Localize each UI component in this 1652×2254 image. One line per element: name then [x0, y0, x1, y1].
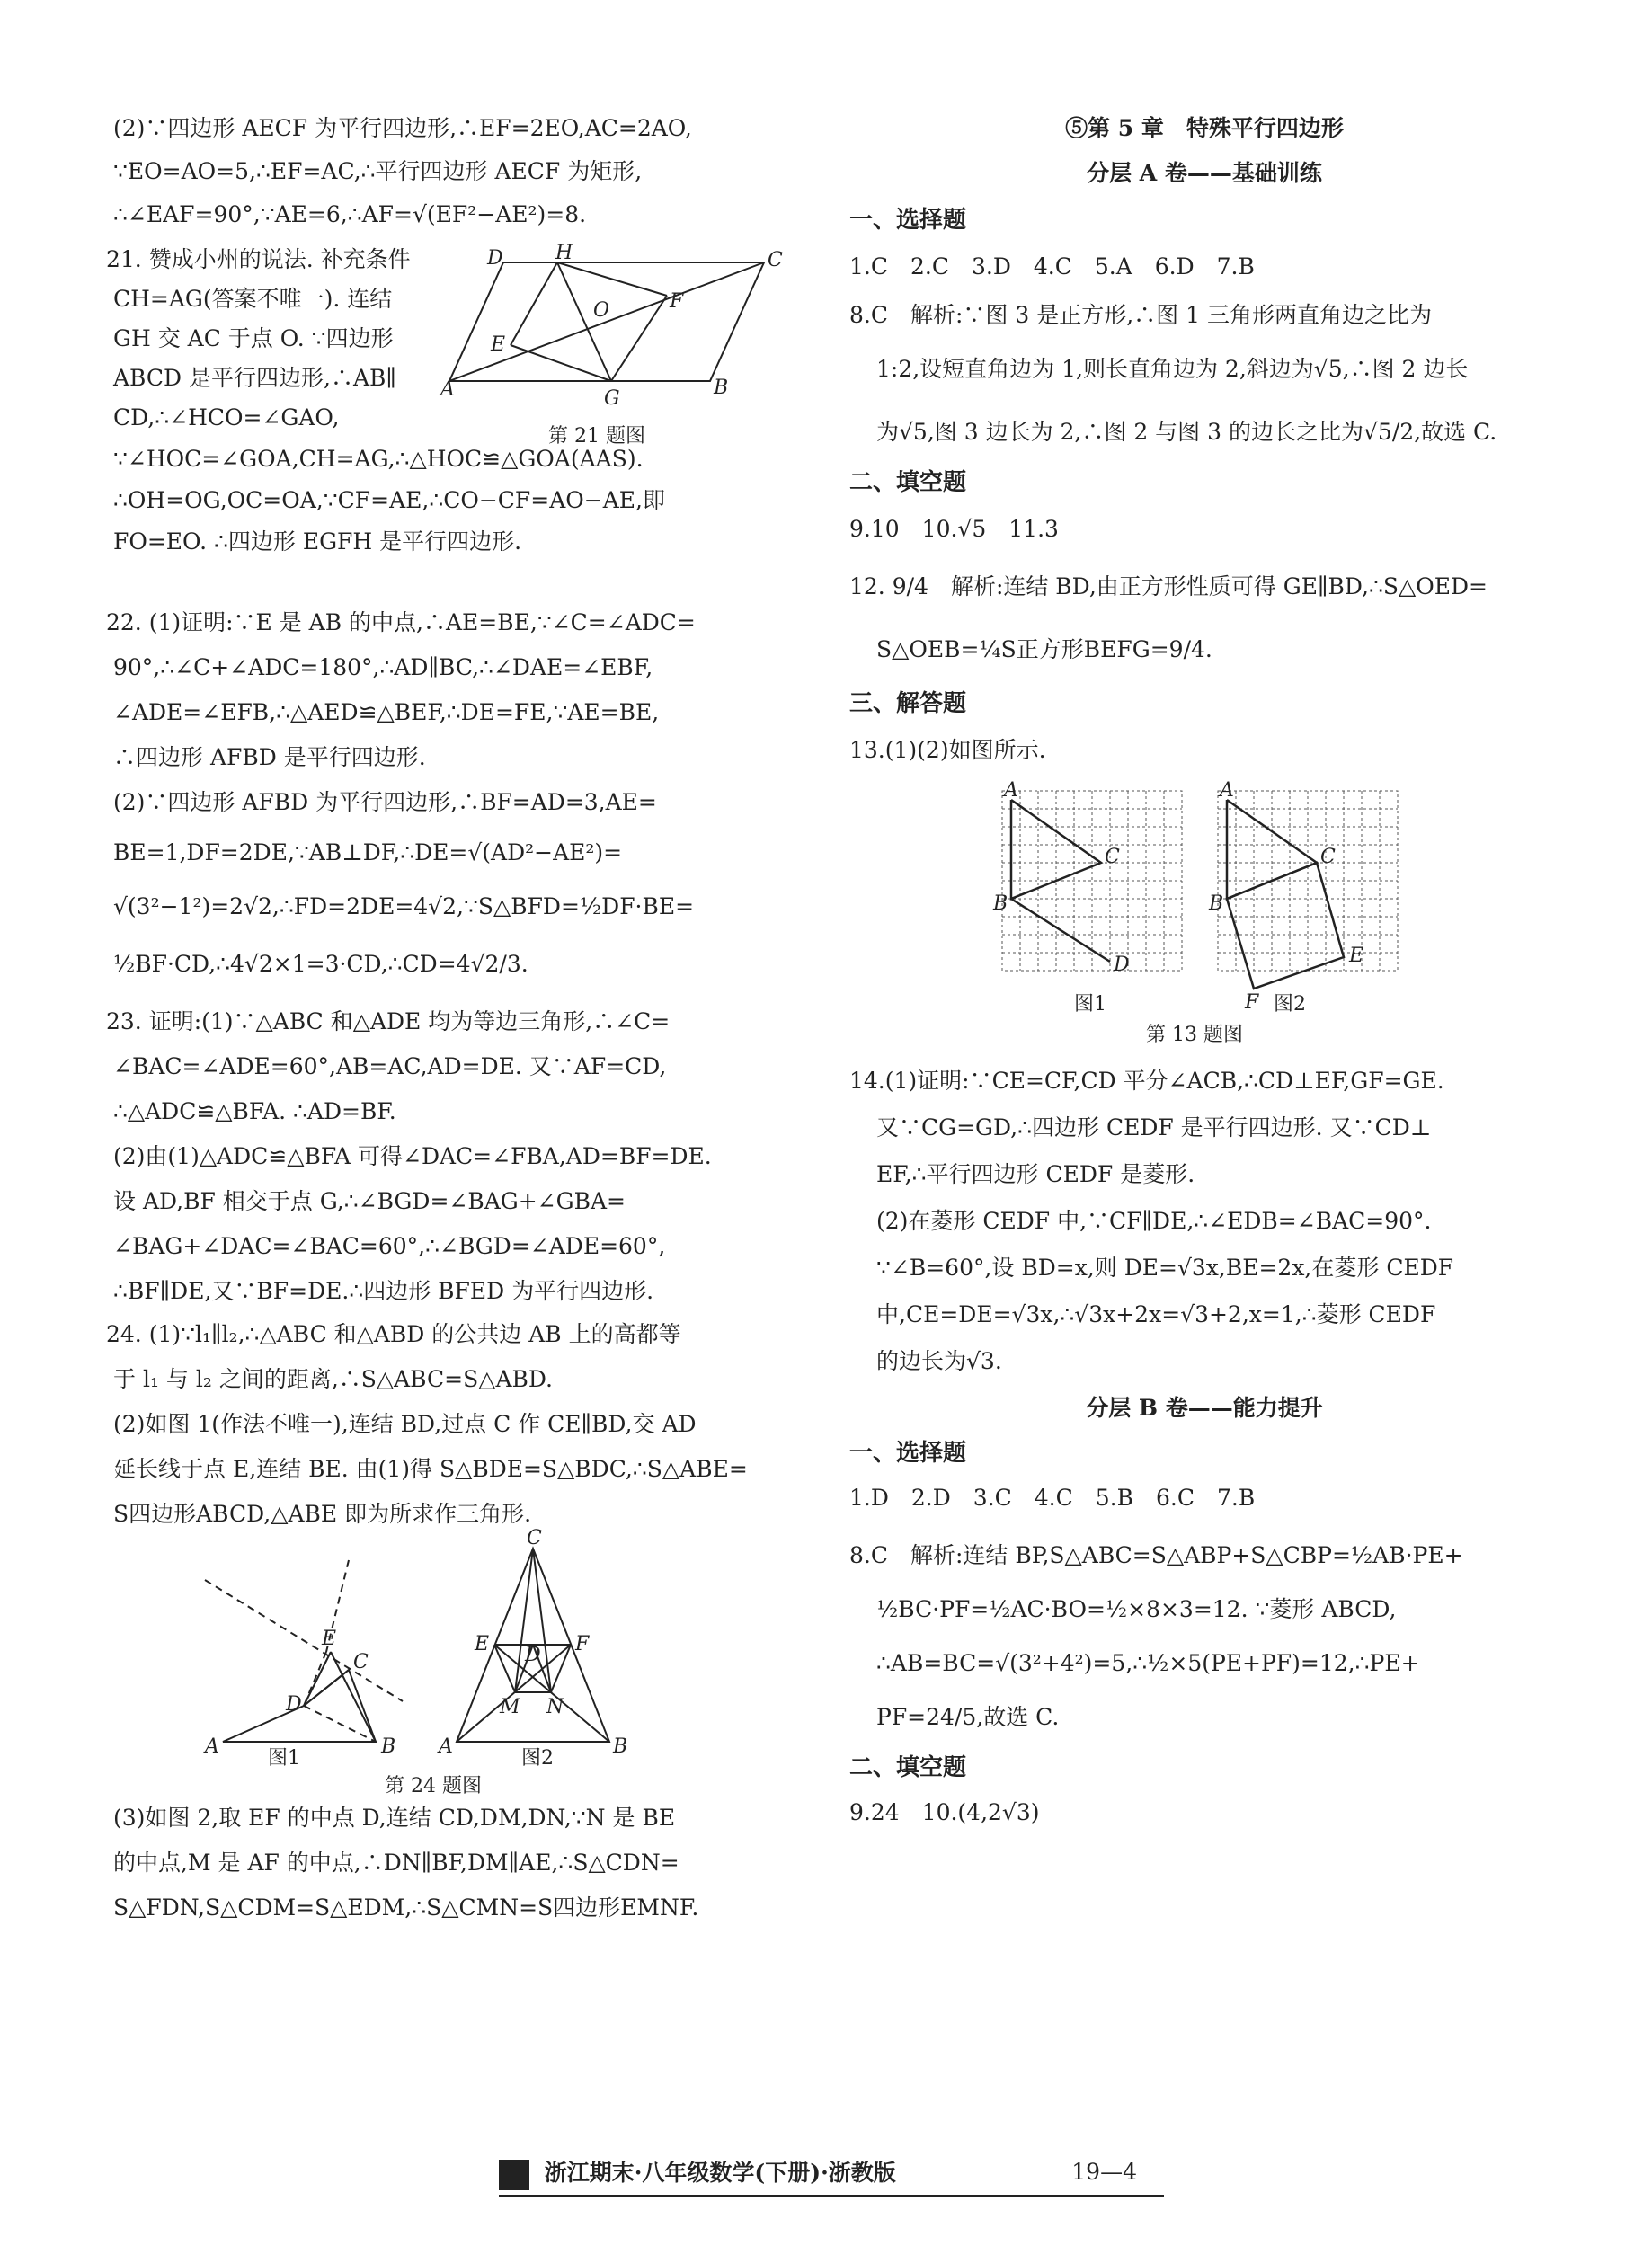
answer-line: 9.10 10.√5 11.3 [849, 516, 1059, 542]
point-label: F [670, 290, 684, 313]
point-label: D [1114, 954, 1130, 976]
point-label: D [286, 1693, 302, 1716]
text-line: FO=EO. ∴四边形 EGFH 是平行四边形. [113, 528, 522, 555]
text-line: 设 AD,BF 相交于点 G,∴∠BGD=∠BAG+∠GBA= [113, 1188, 626, 1214]
text-line: BE=1,DF=2DE,∵AB⊥DF,∴DE=√(AD²−AE²)= [113, 839, 623, 865]
text-line: 23. 证明:(1)∵△ABC 和△ADE 均为等边三角形,∴∠C= [106, 1008, 671, 1034]
text-line: (2)∵四边形 AFBD 为平行四边形,∴BF=AD=3,AE= [113, 789, 657, 815]
text-line: EF,∴平行四边形 CEDF 是菱形. [876, 1161, 1195, 1187]
text-line: (2)∵四边形 AECF 为平行四边形,∴EF=2EO,AC=2AO, [113, 115, 692, 141]
point-label: A [440, 378, 455, 401]
figure-13-grid-diagram [984, 779, 1416, 1052]
text-line: ∠BAG+∠DAC=∠BAC=60°,∴∠BGD=∠ADE=60°, [113, 1233, 666, 1259]
answer-24-part3 [106, 1805, 785, 1921]
point-label: N [546, 1696, 564, 1718]
book-title: 浙江期末·八年级数学(下册)·浙教版 [544, 2160, 896, 2186]
text-line: 中,CE=DE=√3x,∴√3x+2x=√3+2,x=1,∴菱形 CEDF [876, 1301, 1436, 1327]
point-label: H [555, 242, 573, 264]
point-label: E [491, 333, 506, 356]
figure-caption: 第 13 题图 [1146, 1024, 1243, 1046]
text-line: 8.C 解析:∵图 3 是正方形,∴图 1 三角形两直角边之比为 [849, 302, 1432, 328]
text-line: GH 交 AC 于点 O. ∵四边形 [113, 325, 394, 351]
text-line: ∵∠B=60°,设 BD=x,则 DE=√3x,BE=2x,在菱形 CEDF [876, 1255, 1454, 1281]
text-line: S△FDN,S△CDM=S△EDM,∴S△CMN=S四边形EMNF. [113, 1895, 699, 1921]
point-label: B [993, 892, 1008, 915]
figure-caption: 第 21 题图 [548, 425, 645, 448]
subfigure-caption: 图2 [521, 1747, 554, 1770]
point-label: C [1320, 846, 1336, 868]
point-label: A [205, 1735, 219, 1758]
text-line: ∴AB=BC=√(3²+4²)=5,∴½×5(PE+PF)=12,∴PE+ [876, 1650, 1420, 1676]
point-label: O [593, 299, 610, 322]
answer-line: 1.C 2.C 3.D 4.C 5.A 6.D 7.B [849, 253, 1255, 280]
text-line: (2)在菱形 CEDF 中,∵CF∥DE,∴∠EDB=∠BAC=90°. [876, 1208, 1432, 1234]
point-label: B [613, 1735, 628, 1758]
point-label: A [1220, 779, 1234, 802]
answer-line: 9.24 10.(4,2√3) [849, 1799, 1040, 1825]
point-label: B [381, 1735, 396, 1758]
point-label: E [1349, 945, 1364, 967]
text-line: ∴△ADC≌△BFA. ∴AD=BF. [113, 1098, 396, 1124]
text-line: 90°,∴∠C+∠ADC=180°,∴AD∥BC,∴∠DAE=∠EBF, [113, 654, 653, 680]
subfigure-caption: 图1 [1074, 993, 1106, 1016]
text-line: 又∵CG=GD,∴四边形 CEDF 是平行四边形. 又∵CD⊥ [876, 1114, 1432, 1140]
text-line: √(3²−1²)=2√2,∴FD=2DE=4√2,∵S△BFD=½DF·BE= [113, 893, 695, 919]
section-title: 分层 B 卷——能力提升 [1086, 1395, 1323, 1421]
figure-caption: 第 24 题图 [385, 1775, 482, 1797]
point-label: B [714, 377, 729, 399]
text-line: ∵∠HOC=∠GOA,CH=AG,∴△HOC≌△GOA(AAS). [113, 446, 644, 472]
section-heading: 三、解答题 [849, 690, 967, 717]
answer-23 [106, 1008, 785, 1305]
text-line: (2)如图 1(作法不唯一),连结 BD,过点 C 作 CE∥BD,交 AD [113, 1411, 697, 1437]
point-label: C [768, 249, 783, 271]
text-line: CH=AG(答案不唯一). 连结 [113, 286, 393, 312]
point-label: G [604, 387, 620, 410]
text-line: ∴∠EAF=90°,∵AE=6,∴AF=√(EF²−AE²)=8. [113, 201, 587, 227]
text-line: S四边形ABCD,△ABE 即为所求作三角形. [113, 1501, 532, 1527]
point-label: M [500, 1696, 520, 1718]
text-line: 于 l₁ 与 l₂ 之间的距离,∴S△ABC=S△ABD. [113, 1366, 553, 1392]
text-line: CD,∴∠HCO=∠GAO, [113, 404, 340, 430]
point-label: F [1245, 991, 1259, 1014]
text-line: 1:2,设短直角边为 1,则长直角边为 2,斜边为√5,∴图 2 边长 [876, 356, 1469, 382]
text-line: ABCD 是平行四边形,∴AB∥ [113, 365, 396, 391]
point-label: C [353, 1651, 369, 1673]
text-line: 14.(1)证明:∵CE=CF,CD 平分∠ACB,∴CD⊥EF,GF=GE. [849, 1068, 1444, 1094]
answer-21 [106, 242, 785, 599]
text-line: 21. 赞成小州的说法. 补充条件 [106, 246, 411, 272]
figure-24-diagram [169, 1527, 726, 1797]
text-line: ½BF·CD,∴4√2×1=3·CD,∴CD=4√2/3. [113, 951, 528, 977]
figure-21-diagram [440, 242, 800, 453]
subfigure-caption: 图1 [268, 1747, 300, 1770]
section-heading: 一、选择题 [849, 207, 967, 234]
page-number: 19—4 [1071, 2159, 1137, 2185]
section-heading: 一、选择题 [849, 1440, 967, 1467]
point-label: A [1004, 779, 1018, 802]
text-line: ∴BF∥DE,又∵BF=DE.∴四边形 BFED 为平行四边形. [113, 1278, 654, 1304]
text-line: 12. 9/4 解析:连结 BD,由正方形性质可得 GE∥BD,∴S△OED= [849, 573, 1488, 599]
text-line: ∵EO=AO=5,∴EF=AC,∴平行四边形 AECF 为矩形, [113, 158, 643, 184]
point-label: F [575, 1633, 590, 1655]
text-line: 22. (1)证明:∵E 是 AB 的中点,∴AE=BE,∵∠C=∠ADC= [106, 609, 696, 635]
text-line: 8.C 解析:连结 BP,S△ABC=S△ABP+S△CBP=½AB·PE+ [849, 1542, 1463, 1568]
answer-20-part2 [106, 115, 785, 228]
text-line: 延长线于点 E,连结 BE. 由(1)得 S△BDE=S△BDC,∴S△ABE= [113, 1456, 748, 1482]
text-line: ½BC·PF=½AC·BO=½×8×3=12. ∵菱形 ABCD, [876, 1596, 1397, 1622]
point-label: D [525, 1644, 541, 1666]
text-line: ∴OH=OG,OC=OA,∵CF=AE,∴CO−CF=AO−AE,即 [113, 487, 665, 513]
text-line: (2)由(1)△ADC≌△BFA 可得∠DAC=∠FBA,AD=BF=DE. [113, 1143, 712, 1169]
page-footer [499, 2155, 1164, 2197]
section-heading: 二、填空题 [849, 469, 967, 496]
answer-line: 1.D 2.D 3.C 4.C 5.B 6.C 7.B [849, 1485, 1256, 1511]
point-label: D [487, 247, 503, 270]
logo-icon [499, 2160, 529, 2190]
text-line: 的中点,M 是 AF 的中点,∴DN∥BF,DM∥AE,∴S△CDN= [113, 1850, 679, 1876]
point-label: C [527, 1527, 542, 1549]
left-column [106, 115, 785, 1921]
section-heading: 二、填空题 [849, 1754, 967, 1781]
text-line: ∠ADE=∠EFB,∴△AED≌△BEF,∴DE=FE,∵AE=BE, [113, 699, 660, 725]
text-line: ∴四边形 AFBD 是平行四边形. [113, 744, 426, 770]
point-label: C [1105, 846, 1120, 868]
text-line: S△OEB=¼S正方形BEFG=9/4. [876, 636, 1212, 662]
point-label: E [475, 1633, 490, 1655]
point-label: A [439, 1735, 453, 1758]
subfigure-caption: 图2 [1274, 993, 1306, 1016]
text-line: 13.(1)(2)如图所示. [849, 737, 1046, 763]
point-label: B [1209, 892, 1224, 915]
chapter-title: ⑤第 5 章 特殊平行四边形 [1065, 115, 1344, 141]
section-title: 分层 A 卷——基础训练 [1087, 160, 1322, 186]
text-line: ∠BAC=∠ADE=60°,AB=AC,AD=DE. 又∵AF=CD, [113, 1053, 667, 1079]
answer-22 [106, 609, 785, 978]
point-label: E [322, 1628, 337, 1650]
text-line: PF=24/5,故选 C. [876, 1704, 1060, 1730]
answer-24 [106, 1321, 785, 1528]
text-line: (3)如图 2,取 EF 的中点 D,连结 CD,DM,DN,∵N 是 BE [113, 1805, 676, 1831]
text-line: 为√5,图 3 边长为 2,∴图 2 与图 3 的边长之比为√5/2,故选 C. [876, 419, 1497, 445]
text-line: 24. (1)∵l₁∥l₂,∴△ABC 和△ABD 的公共边 AB 上的高都等 [106, 1321, 681, 1347]
text-line: 的边长为√3. [876, 1348, 1002, 1374]
right-column [849, 115, 1559, 1826]
